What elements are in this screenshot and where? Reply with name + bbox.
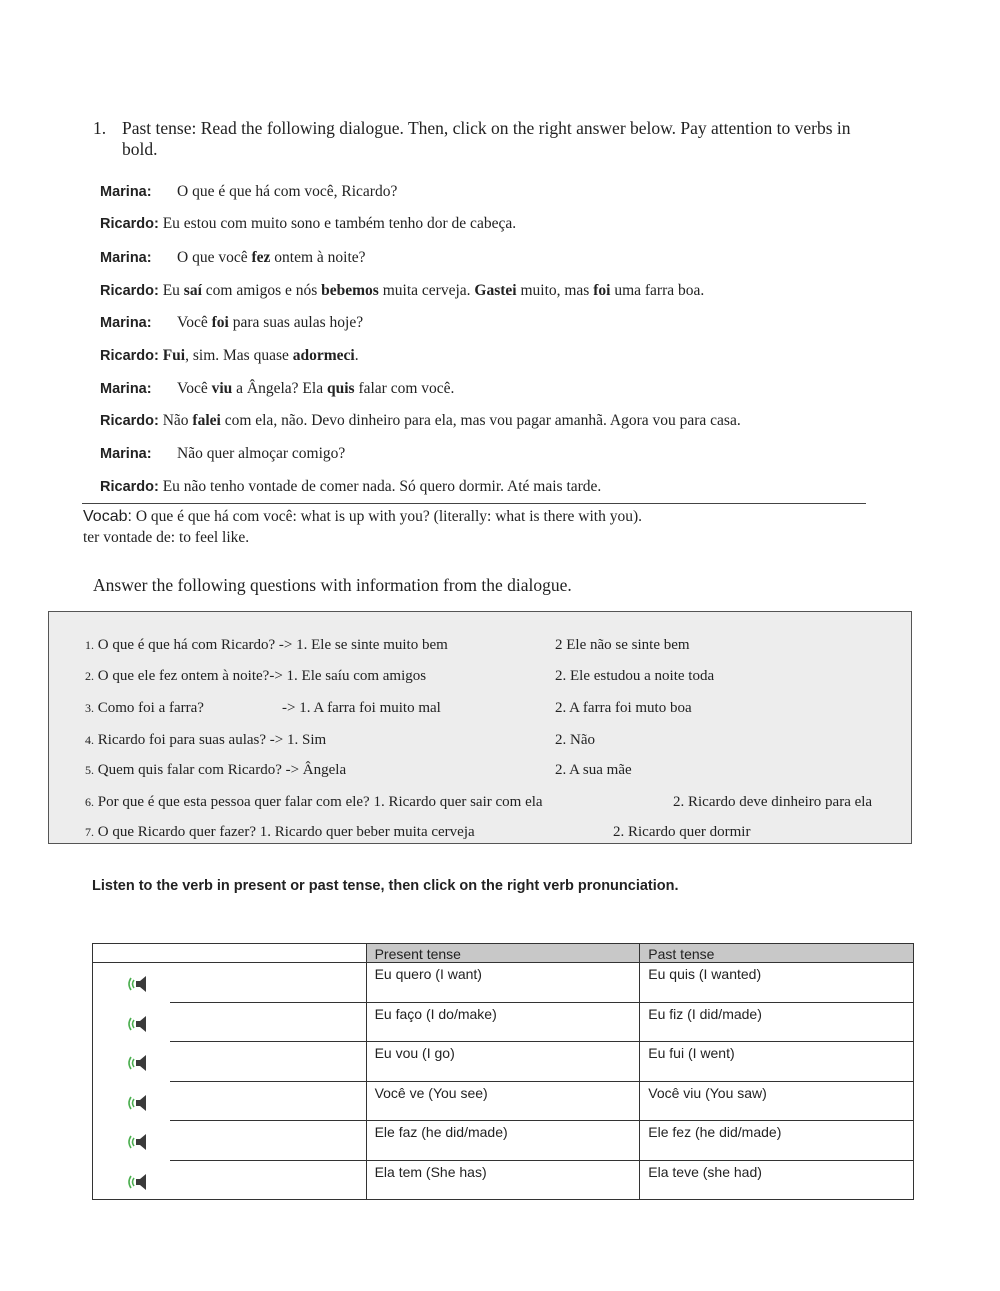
question-number: 1. (85, 638, 94, 652)
question-row (85, 700, 905, 717)
speaker-name: Marina: (100, 184, 152, 200)
speaker-name: Ricardo: (100, 479, 159, 495)
present-tense-option[interactable]: Eu quero (I want) (366, 963, 640, 1003)
dialogue-text: Eu não tenho vontade de comer nada. Só quero dormir. Até mais tarde. (162, 478, 602, 495)
row-divider (170, 1081, 366, 1082)
dialogue-line (100, 314, 363, 332)
question-answer-1[interactable]: Por que é que esta pessoa quer falar com ele? 1. Ricardo quer sair com ela (97, 794, 543, 810)
question-number: 5. (85, 763, 94, 777)
bold-verb: quis (326, 380, 355, 397)
question-row (85, 732, 905, 749)
audio-cell (93, 1121, 367, 1161)
present-tense-option[interactable]: Eu vou (I go) (366, 1042, 640, 1082)
dialogue-line (100, 412, 741, 430)
dialogue-text: muita cerveja. (378, 282, 475, 299)
question-answer-1[interactable]: Ricardo foi para suas aulas? -> 1. Sim (97, 732, 327, 748)
dialogue-text: Não (162, 412, 193, 429)
dialogue-text: falar com você. (354, 380, 455, 397)
dialogue-text: Você (177, 380, 212, 397)
header-audio (93, 944, 367, 963)
verb-row (93, 1121, 914, 1161)
question-number: 4. (85, 733, 94, 747)
past-tense-option[interactable]: Você viu (You saw) (640, 1081, 914, 1121)
verb-row (93, 1081, 914, 1121)
row-divider (170, 1120, 366, 1121)
dialogue-line (100, 380, 454, 398)
verb-row (93, 1160, 914, 1200)
past-tense-option[interactable]: Eu fui (I went) (640, 1042, 914, 1082)
verb-row (93, 963, 914, 1003)
exercise-instruction (93, 118, 863, 160)
speaker-name: Ricardo: (100, 413, 159, 429)
dialogue-text: Não quer almoçar comigo? (177, 445, 346, 462)
question-answer-1[interactable]: -> 1. A farra foi muito mal (282, 700, 441, 716)
speaker-name: Ricardo: (100, 348, 159, 364)
present-tense-option[interactable]: Eu faço (I do/make) (366, 1002, 640, 1042)
question-row (85, 637, 905, 654)
verb-row (93, 1002, 914, 1042)
speaker-name: Marina: (100, 315, 152, 331)
dialogue-text: a Ângela? Ela (232, 380, 327, 397)
dialogue-line (100, 445, 345, 463)
bold-verb: saí (183, 282, 202, 299)
speaker-icon[interactable] (124, 1132, 150, 1152)
question-answer-2[interactable]: 2. Não (555, 732, 595, 748)
row-divider-gap (93, 1160, 170, 1161)
vocab-line-2: ter vontade de: to feel like. (83, 529, 250, 546)
dialogue-text: , sim. Mas quase (185, 347, 293, 364)
verb-row (93, 1042, 914, 1082)
row-divider-gap (93, 1081, 170, 1082)
speaker-name: Ricardo: (100, 216, 159, 232)
dialogue-line (100, 215, 516, 233)
speaker-name: Marina: (100, 381, 152, 397)
verb-table (92, 943, 914, 1200)
dialogue-text: . (354, 347, 359, 364)
dialogue-text: O que é que há com você, Ricardo? (177, 183, 398, 200)
audio-cell (93, 1002, 367, 1042)
past-tense-option[interactable]: Eu fiz (I did/made) (640, 1002, 914, 1042)
dialogue-text: Eu estou com muito sono e também tenho dor de cabeça. (162, 215, 517, 232)
exercise-number: 1. (93, 118, 107, 138)
question-answer-1[interactable]: O que ele fez ontem à noite?-> 1. Ele saíu com amigos (97, 668, 427, 684)
present-tense-option[interactable]: Ela tem (She has) (366, 1160, 640, 1200)
row-divider-gap (93, 1120, 170, 1121)
question-answer-2[interactable]: 2. Ricardo quer dormir (613, 824, 751, 840)
bold-verb: adormeci (292, 347, 355, 364)
question-row (85, 794, 905, 811)
question-row (85, 762, 905, 779)
vocab-line-1 (83, 508, 642, 526)
question-answer-1[interactable]: Quem quis falar com Ricardo? -> Ângela (97, 762, 347, 778)
past-tense-option[interactable]: Eu quis (I wanted) (640, 963, 914, 1003)
speaker-name: Marina: (100, 250, 152, 266)
dialogue-text: O que você (177, 249, 252, 266)
listen-title: Listen to the verb in present or past tense, then click on the right verb pronunciation. (92, 878, 679, 894)
dialogue-text: muito, mas (516, 282, 594, 299)
questions-intro: Answer the following questions with information from the dialogue. (93, 575, 572, 595)
question-answer-2[interactable]: 2. Ele estudou a noite toda (555, 668, 715, 684)
header-present: Present tense (366, 944, 640, 963)
speaker-icon[interactable] (124, 1014, 150, 1034)
dialogue-line (100, 347, 359, 365)
questions-box (48, 611, 912, 844)
dialogue-line (100, 282, 704, 300)
dialogue-text: com amigos e nós (201, 282, 322, 299)
row-divider-gap (93, 1002, 170, 1003)
dialogue-text: para suas aulas hoje? (228, 314, 364, 331)
question-answer-2[interactable]: 2. A sua mãe (555, 762, 632, 778)
bold-verb: Gastei (474, 282, 517, 299)
vocab-label: Vocab: (83, 508, 132, 525)
dialogue-text: ontem à noite? (270, 249, 366, 266)
present-tense-option[interactable]: Você ve (You see) (366, 1081, 640, 1121)
dialogue-text: Eu (162, 282, 184, 299)
speaker-icon[interactable] (124, 974, 150, 994)
bold-verb: Fui (162, 347, 186, 364)
bold-verb: fez (251, 249, 271, 266)
present-tense-option[interactable]: Ele faz (he did/made) (366, 1121, 640, 1161)
past-tense-option[interactable]: Ele fez (he did/made) (640, 1121, 914, 1161)
header-past: Past tense (640, 944, 914, 963)
question-answer-2[interactable]: 2. Ricardo deve dinheiro para ela (673, 794, 873, 810)
question-answer-1[interactable]: O que Ricardo quer fazer? 1. Ricardo quer beber muita cerveja (97, 824, 475, 840)
question-number: 7. (85, 825, 94, 839)
question-row (85, 824, 905, 841)
row-divider-gap (93, 1041, 170, 1042)
question-answer-1[interactable]: Como foi a farra? (97, 700, 204, 716)
dialogue-line (100, 249, 366, 267)
row-divider (170, 1160, 366, 1161)
speaker-icon[interactable] (124, 1172, 150, 1192)
bold-verb: falei (192, 412, 221, 429)
speaker-icon[interactable] (124, 1093, 150, 1113)
audio-cell (93, 1081, 367, 1121)
speaker-name: Marina: (100, 446, 152, 462)
question-answer-2[interactable]: 2 Ele não se sinte bem (555, 637, 690, 653)
question-number: 2. (85, 669, 94, 683)
speaker-icon[interactable] (124, 1053, 150, 1073)
question-number: 6. (85, 795, 94, 809)
dialogue-line (100, 478, 601, 496)
audio-cell (93, 1042, 367, 1082)
audio-cell (93, 1160, 367, 1200)
vocab-text-1: O que é que há com você: what is up with you? (literally: what is there with you). (135, 508, 643, 525)
question-number: 3. (85, 701, 94, 715)
divider (82, 503, 866, 504)
speaker-name: Ricardo: (100, 283, 159, 299)
instruction-text: Past tense: Read the following dialogue. Then, click on the right answer below. Pay attention to verbs in bold. (122, 118, 851, 159)
dialogue-text: uma farra boa. (610, 282, 705, 299)
question-answer-2[interactable]: 2. A farra foi muto boa (555, 700, 692, 716)
past-tense-option[interactable]: Ela teve (she had) (640, 1160, 914, 1200)
question-answer-1[interactable]: O que é que há com Ricardo? -> 1. Ele se sinte muito bem (97, 637, 448, 653)
dialogue-line (100, 183, 397, 201)
bold-verb: bebemos (321, 282, 379, 299)
bold-verb: viu (211, 380, 233, 397)
row-divider (170, 1041, 366, 1042)
dialogue-text: Você (177, 314, 212, 331)
verb-table-header (93, 944, 914, 963)
question-row (85, 668, 905, 685)
row-divider (170, 1002, 366, 1003)
bold-verb: foi (593, 282, 611, 299)
audio-cell (93, 963, 367, 1003)
dialogue-text: com ela, não. Devo dinheiro para ela, mas vou pagar amanhã. Agora vou para casa. (220, 412, 741, 429)
bold-verb: foi (211, 314, 229, 331)
